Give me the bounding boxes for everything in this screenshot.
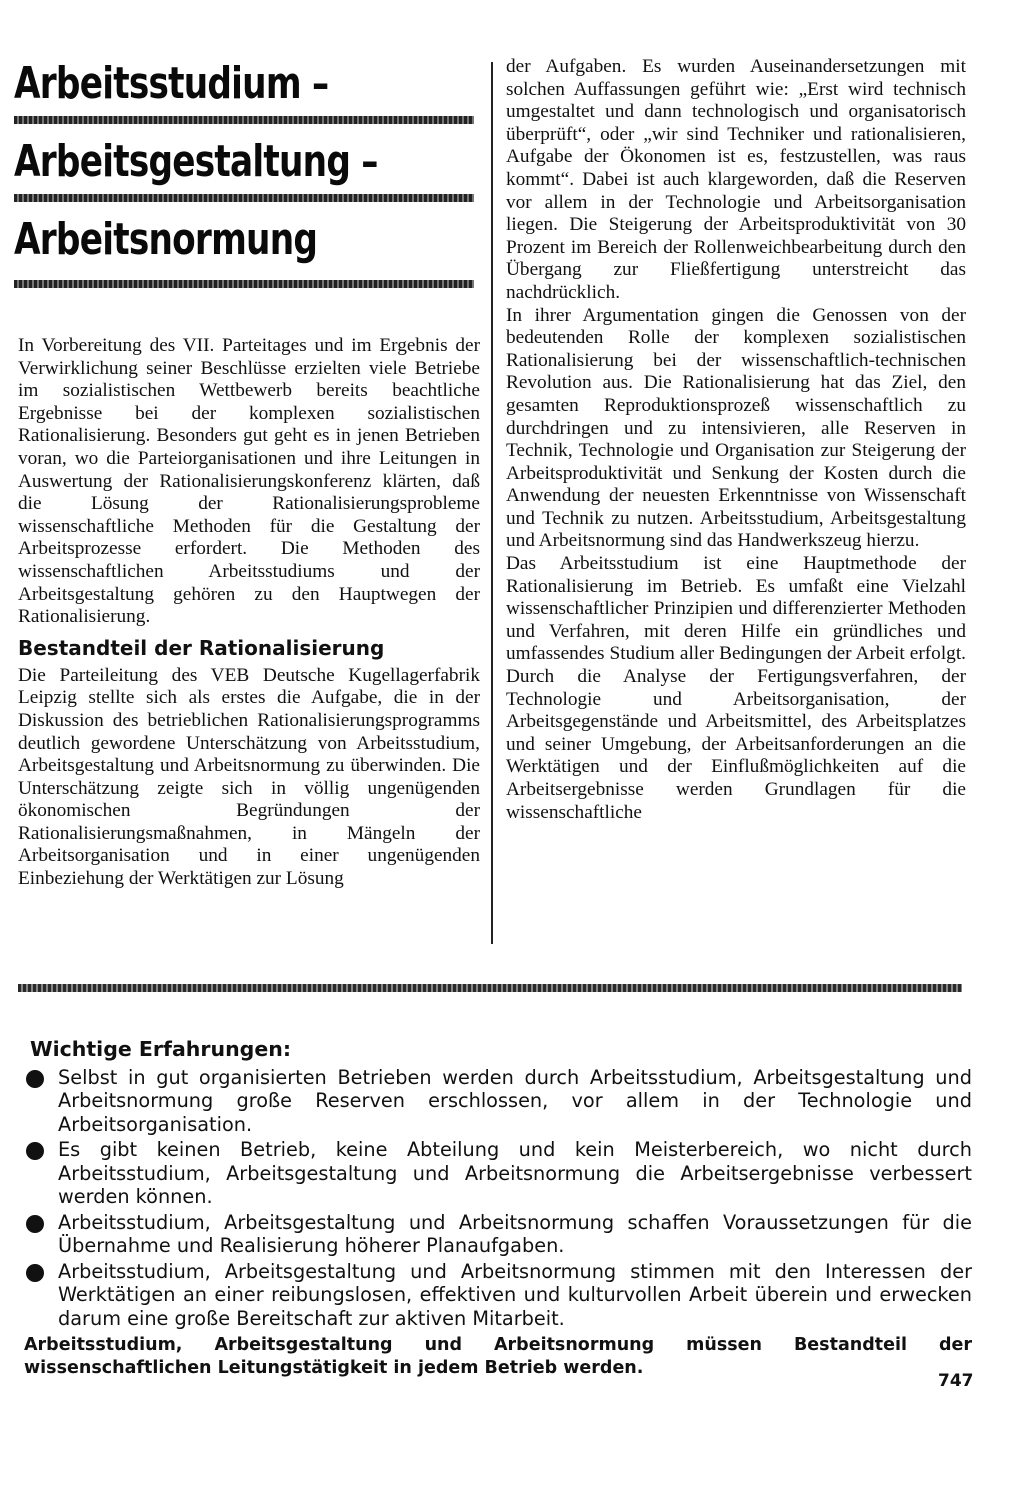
experiences-list <box>24 1066 972 1331</box>
column-divider <box>491 62 493 944</box>
experiences-conclusion: Arbeitsstudium, Arbeitsgestaltung und Arbeitsnormung müssen Bestandteil der wissenschaftlichen Leitungstätigkeit in jedem Betrieb werden. <box>24 1335 972 1378</box>
title-rule <box>14 194 474 202</box>
section-paragraph: Die Parteileitung des VEB Deutsche Kugellagerfabrik Leipzig stellte sich als erstes die Aufgabe, die in der Diskussion des betrieblichen Rationalisierungsprogramms deutlich gewordene Unterschätzung von Arbeitsstudium, Arbeitsgestaltung und Arbeitsnormung zu überwinden. Die Unterschätzung zeigte sich in völlig ungenügenden ökonomischen Begründungen der Rationalisierungsmaßnahmen, in Mängeln der Arbeitsorganisation und in einer ungenügenden Einbeziehung der Werktätigen zur Lösung <box>18 664 480 890</box>
experience-text: Es gibt keinen Betrieb, keine Abteilung und kein Meisterbereich, wo nicht durch Arbeitsstudium, Arbeitsgestaltung und Arbeitsnormung die Arbeitsergebnisse verbessert werden können. <box>58 1138 972 1208</box>
right-paragraph-2: In ihrer Argumentation gingen die Genossen von der bedeutenden Rolle der komplexen sozialistischen Rationalisierung bei der wissenschaftlich-technischen Revolution aus. Die Rationalisierung hat das Ziel, den gesamten Reproduktionsprozeß wissenschaftlich zu durchdringen und zu intensivieren, alle Reserven in Technik, Technologie und Organisation zur Steigerung der Arbeitsproduktivität und Senkung der Kosten durch die Anwendung der neuesten Erkenntnisse von Wissenschaft und Technik zu nutzen. Arbeitsstudium, Arbeitsgestaltung und Arbeitsnormung sind das Handwerkszeug hierzu. <box>506 304 966 552</box>
experience-item <box>24 1138 972 1209</box>
experiences-heading: Wichtige Erfahrungen: <box>30 1037 292 1061</box>
bullet-icon <box>26 1264 44 1282</box>
bullet-icon <box>26 1070 44 1088</box>
experience-item <box>24 1260 972 1331</box>
experience-text: Selbst in gut organisierten Betrieben werden durch Arbeitsstudium, Arbeitsgestaltung und Arbeitsnormung große Reserven erschlossen, vor allem in der Technologie und Arbeitsorganisation. <box>58 1065 972 1136</box>
title-rule <box>14 116 474 124</box>
intro-paragraph: In Vorbereitung des VII. Parteitages und im Ergebnis der Verwirklichung seiner Beschlüsse erzielten viele Betriebe im sozialistischen Wettbewerb bereits beachtliche Ergebnisse bei der komplexen sozialistischen Rationalisierung. Besonders gut geht es in jenen Betrieben voran, wo die Parteiorganisationen und ihre Leitungen in Auswertung der Rationalisierungskonferenz klärten, daß die Lösung der Rationalisierungsprobleme wissenschaftliche Methoden für die Gestaltung der Arbeitsprozesse erfordert. Die Methoden des wissenschaftlichen Arbeitsstudiums und der Arbeitsgestaltung gehören zu den Hauptwegen der Rationalisierung. <box>18 335 480 628</box>
right-column <box>506 56 966 824</box>
experience-item <box>24 1211 972 1258</box>
title-line-3: Arbeitsnormung <box>14 214 318 265</box>
title-line-2: Arbeitsgestaltung – <box>14 136 378 187</box>
experiences-box <box>24 1038 972 1380</box>
bullet-icon <box>26 1142 44 1160</box>
title-rule <box>14 280 474 288</box>
experience-text: Arbeitsstudium, Arbeitsgestaltung und Arbeitsnormung stimmen mit den Interessen der Werktätigen an einer reibungslosen, effektiven und kulturvollen Arbeit überein und erwecken darum eine große Bereitschaft zur aktiven Mitarbeit. <box>58 1259 972 1330</box>
article-title <box>14 58 474 300</box>
right-paragraph-3: Das Arbeitsstudium ist eine Hauptmethode der Rationalisierung im Betrieb. Es umfaßt eine Vielzahl wissenschaftlicher Prinzipien und differenzierter Methoden und Verfahren, mit deren Hilfe ein gründliches und umfassendes Studium aller Bedingungen der Arbeit erfolgt. Durch die Analyse der Fertigungsverfahren, der Technologie und Arbeitsorganisation, der Arbeitsgegenstände und Arbeitsmittel, des Arbeitsplatzes und seiner Umgebung, der Arbeitsanforderungen an die Werktätigen und der Einflußmöglichkeiten auf die Arbeitsergebnisse werden Grundlagen für die wissenschaftliche <box>506 553 966 823</box>
bullet-icon <box>26 1215 44 1233</box>
section-heading: Bestandteil der Rationalisierung <box>18 635 385 660</box>
title-line-1: Arbeitsstudium – <box>14 58 329 109</box>
section-rule <box>18 984 962 992</box>
experience-text: Arbeitsstudium, Arbeitsgestaltung und Arbeitsnormung schaffen Voraussetzungen für die Übernahme und Realisierung höherer Planaufgaben. <box>58 1210 972 1257</box>
left-column <box>18 335 480 891</box>
experience-item <box>24 1066 972 1137</box>
right-paragraph-1: der Aufgaben. Es wurden Auseinandersetzungen mit solchen Auffassungen geführt wie: „Erst wird technisch umgestaltet und dann technologisch und organisatorisch überprüft“, oder „wir sind Techniker und rationalisieren, Aufgabe der Ökonomen ist es, festzustellen, was raus kommt“. Dabei ist auch klargeworden, daß die Reserven vor allem in der Technologie und Arbeitsorganisation liegen. Die Steigerung der Arbeitsproduktivität von 30 Prozent im Bereich der Rollenweichbearbeitung durch den Übergang zur Fließfertigung unterstreicht das nachdrücklich. <box>506 56 966 303</box>
page-number: 747 <box>938 1371 974 1391</box>
